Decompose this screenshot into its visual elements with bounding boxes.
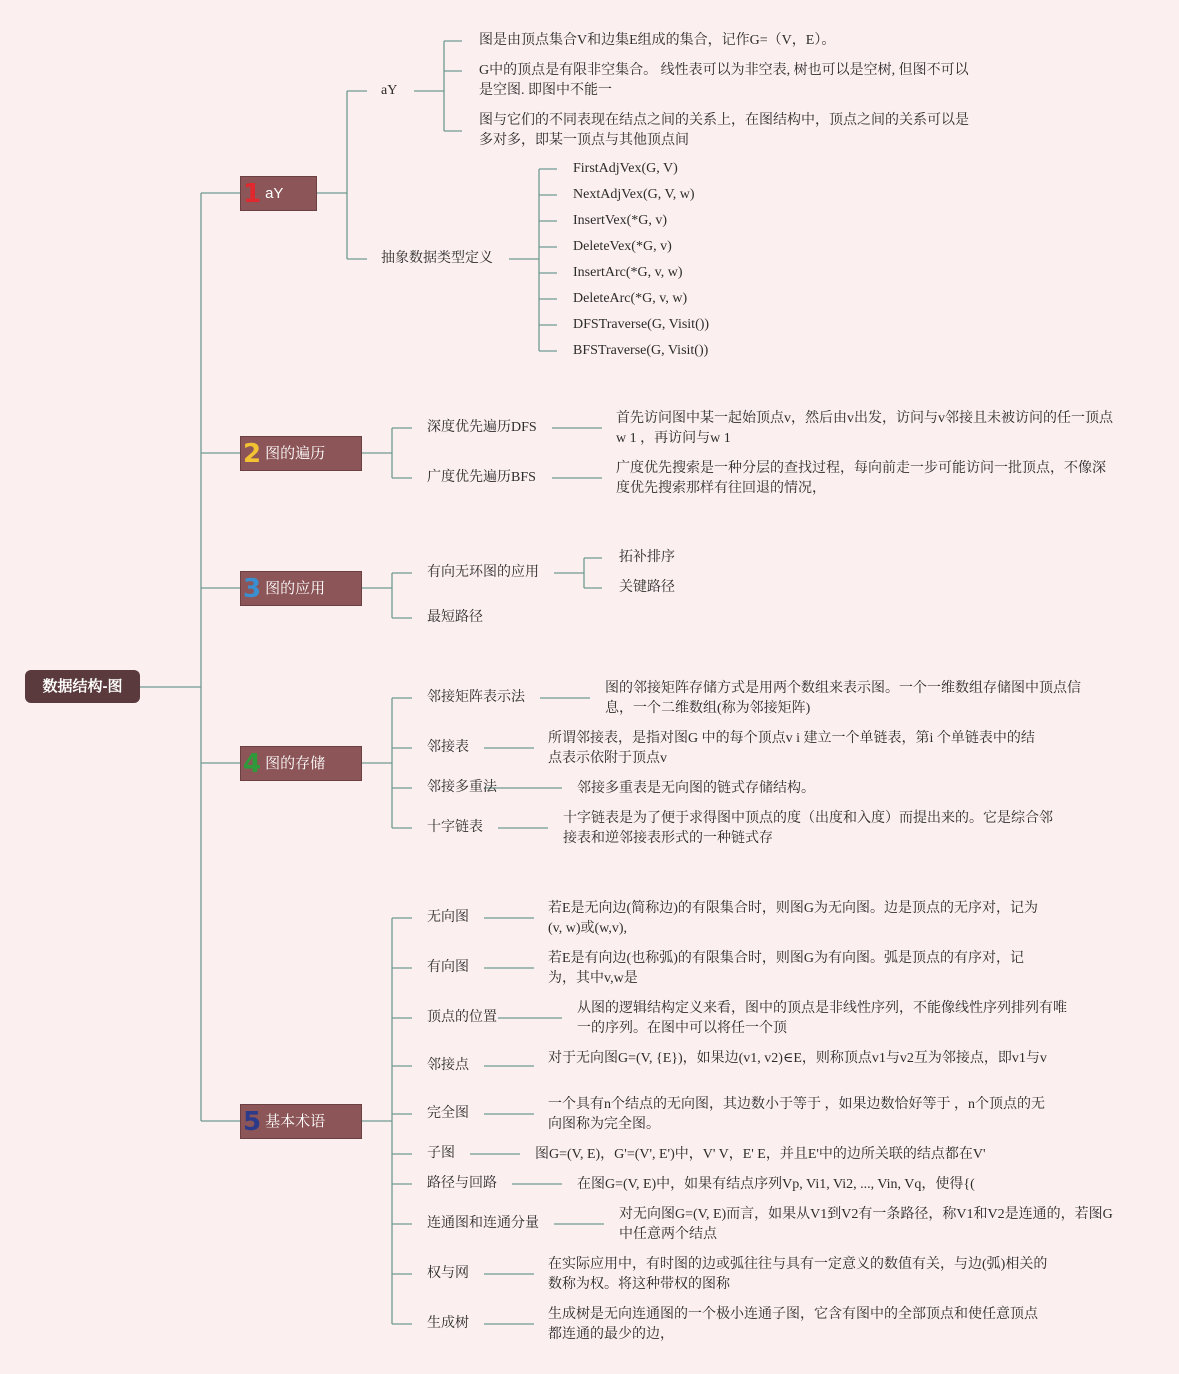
term-label[interactable]: 有向图 (427, 960, 469, 975)
cat1-sub1-item[interactable]: 图是由顶点集合V和边集E组成的集合，记作G=（V，E）。 (479, 33, 836, 48)
traversal-dfs-label[interactable]: 深度优先遍历DFS (427, 420, 537, 435)
adt-op-item[interactable]: BFSTraverse(G, Visit()) (573, 343, 709, 358)
dag-application-label[interactable]: 有向无环图的应用 (427, 565, 539, 580)
storage-item-desc[interactable]: 十字链表是为了便于求得图中顶点的度（出度和入度）而提出来的。它是综合邻接表和逆邻接表形式的一种链式存 (563, 811, 1053, 846)
term-desc[interactable]: 图G=(V, E)，G'=(V', E')中，V' V，E' E，并且E'中的边所关联的结点都在V' (535, 1147, 986, 1162)
root-node[interactable]: 数据结构-图 (25, 670, 140, 703)
adt-op-item[interactable]: InsertArc(*G, v, w) (573, 265, 683, 280)
category-node-2[interactable] (240, 436, 362, 471)
term-desc[interactable]: 对无向图G=(V, E)而言，如果从V1到V2有一条路径，称V1和V2是连通的，若图G中任意两个结点 (619, 1207, 1113, 1242)
adt-op-item[interactable]: DeleteArc(*G, v, w) (573, 291, 688, 306)
term-desc[interactable]: 一个具有n个结点的无向图，其边数小于等于 ，如果边数恰好等于 ，n个顶点的无向图称为完全图。 (548, 1097, 1045, 1132)
term-desc[interactable]: 对于无向图G=(V, {E})，如果边(v1, v2)∈E，则称顶点v1与v2互为邻接点，即v1与v (548, 1051, 1047, 1066)
term-label[interactable]: 顶点的位置 (427, 1010, 497, 1025)
storage-item-desc[interactable]: 邻接多重表是无向图的链式存储结构。 (577, 781, 815, 796)
category-node-4[interactable] (240, 746, 362, 781)
cat1-sub2-label[interactable]: 抽象数据类型定义 (381, 251, 493, 266)
term-label[interactable]: 无向图 (427, 910, 469, 925)
term-label[interactable]: 子图 (427, 1146, 455, 1161)
storage-item-label[interactable]: 邻接多重法 (427, 780, 497, 795)
adt-op-item[interactable]: DFSTraverse(G, Visit()) (573, 317, 710, 332)
term-label[interactable]: 邻接点 (427, 1058, 469, 1073)
number-4-badge: 4 (243, 749, 262, 779)
cat1-sub1-label[interactable]: aY (381, 83, 398, 98)
storage-item-label[interactable]: 邻接表 (427, 740, 469, 755)
traversal-bfs-desc[interactable]: 广度优先搜索是一种分层的查找过程，每向前走一步可能访问一批顶点，不像深度优先搜索那样有往回退的情况， (616, 461, 1106, 496)
term-desc[interactable]: 在实际应用中，有时图的边或弧往往与具有一定意义的数值有关，与边(弧)相关的数称为权。将这种带权的图称 (548, 1257, 1048, 1292)
number-3-badge: 3 (243, 574, 262, 604)
term-desc[interactable]: 从图的逻辑结构定义来看，图中的顶点是非线性序列，不能像线性序列排列有唯一的序列。在图中可以将任一个顶 (577, 1001, 1067, 1036)
term-label[interactable]: 权与网 (427, 1266, 469, 1281)
topological-sort-item[interactable]: 拓补排序 (619, 550, 675, 565)
category-node-5[interactable] (240, 1104, 362, 1139)
number-5-badge: 5 (243, 1107, 262, 1137)
number-1-badge: 1 (243, 179, 262, 209)
traversal-dfs-desc[interactable]: 首先访问图中某一起始顶点v，然后由v出发，访问与v邻接且未被访问的任一顶点w 1 ，再访问与w 1 (616, 411, 1113, 446)
shortest-path-item[interactable]: 最短路径 (427, 610, 483, 625)
cat1-sub1-item[interactable]: G中的顶点是有限非空集合。 线性表可以为非空表, 树也可以是空树, 但图不可以是空图. 即图中不能一 (479, 63, 969, 98)
category-1-label: aY (265, 185, 284, 202)
adt-op-item[interactable]: FirstAdjVex(G, V) (573, 161, 678, 176)
cat1-sub1-item[interactable]: 图与它们的不同表现在结点之间的关系上，在图结构中，顶点之间的关系可以是多对多，即某一顶点与其他顶点间 (479, 113, 969, 148)
term-label[interactable]: 完全图 (427, 1106, 469, 1121)
term-label[interactable]: 生成树 (427, 1316, 469, 1331)
category-node-1[interactable] (240, 176, 317, 211)
category-2-label: 图的遍历 (265, 445, 326, 462)
storage-item-label[interactable]: 邻接矩阵表示法 (427, 690, 525, 705)
term-desc[interactable]: 若E是无向边(简称边)的有限集合时，则图G为无向图。边是顶点的无序对，记为(v, w)或(w,v), (548, 901, 1038, 936)
number-2-badge: 2 (243, 439, 262, 469)
term-desc[interactable]: 生成树是无向连通图的一个极小连通子图，它含有图中的全部顶点和使任意顶点都连通的最少的边， (548, 1307, 1038, 1342)
storage-item-label[interactable]: 十字链表 (427, 820, 483, 835)
term-desc[interactable]: 在图G=(V, E)中，如果有结点序列Vp, Vi1, Vi2, ..., Vin, Vq，使得{( (577, 1177, 975, 1192)
adt-op-item[interactable]: InsertVex(*G, v) (573, 213, 668, 228)
term-label[interactable]: 连通图和连通分量 (427, 1216, 539, 1231)
term-desc[interactable]: 若E是有向边(也称弧)的有限集合时，则图G为有向图。弧是顶点的有序对，记为，其中v,w是 (548, 951, 1024, 986)
adt-op-item[interactable]: NextAdjVex(G, V, w) (573, 187, 695, 202)
category-4-label: 图的存储 (265, 755, 326, 772)
adt-op-item[interactable]: DeleteVex(*G, v) (573, 239, 672, 254)
category-5-label: 基本术语 (265, 1113, 326, 1130)
critical-path-item[interactable]: 关键路径 (619, 580, 675, 595)
category-node-3[interactable] (240, 571, 362, 606)
storage-item-desc[interactable]: 所谓邻接表，是指对图G 中的每个顶点v i 建立一个单链表，第i 个单链表中的结点表示依附于顶点v (548, 731, 1035, 766)
traversal-bfs-label[interactable]: 广度优先遍历BFS (427, 470, 536, 485)
storage-item-desc[interactable]: 图的邻接矩阵存储方式是用两个数组来表示图。一个一维数组存储图中顶点信息，一个二维数组(称为邻接矩阵) (605, 681, 1081, 716)
category-3-label: 图的应用 (265, 580, 326, 597)
term-label[interactable]: 路径与回路 (427, 1176, 497, 1191)
